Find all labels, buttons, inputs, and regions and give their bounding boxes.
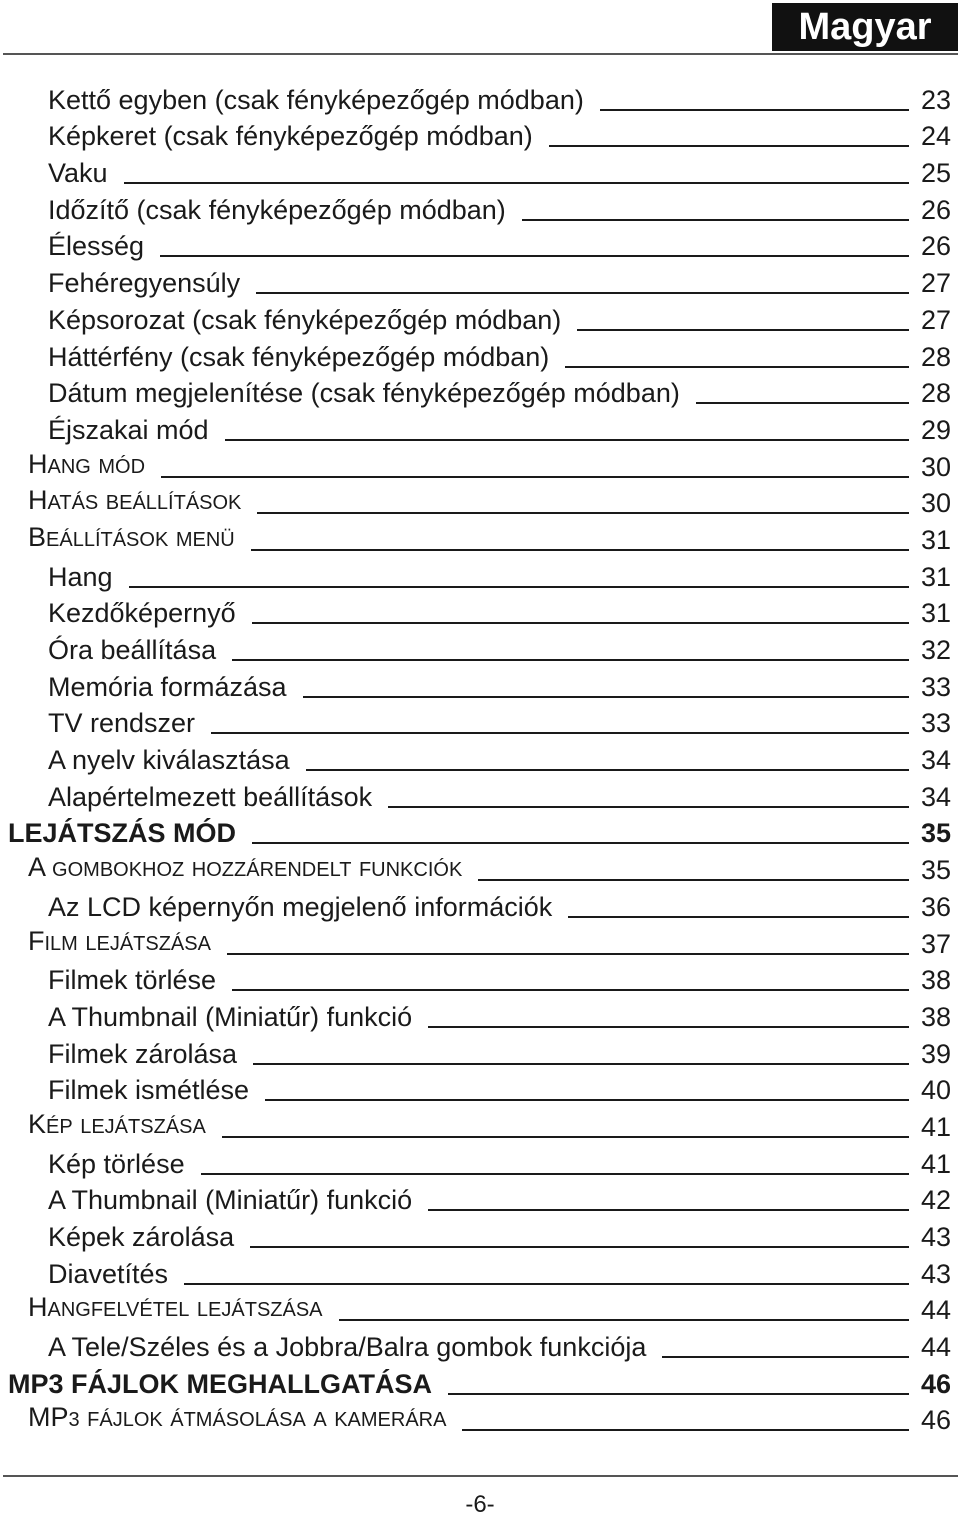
toc-leader-line <box>306 769 909 771</box>
toc-entry-page: 44 <box>920 1295 951 1326</box>
toc-entry-page: 30 <box>920 488 951 519</box>
toc-entry-page: 30 <box>920 451 951 482</box>
toc-entry <box>0 1364 960 1401</box>
toc-leader-line <box>211 732 909 734</box>
toc-entry <box>0 520 960 557</box>
toc-entry-title: KÉP LEJÁTSZÁSA <box>28 1108 206 1139</box>
toc-entry-title: Dátum megjelenítése (csak fényképezőgép módban) <box>48 378 680 409</box>
toc-entry-page: 31 <box>920 524 951 555</box>
toc-entry-page: 23 <box>920 84 951 115</box>
toc-entry <box>0 777 960 814</box>
toc-leader-line <box>462 1429 908 1431</box>
toc-entry <box>0 1291 960 1328</box>
toc-leader-line <box>662 1356 909 1358</box>
table-of-contents <box>0 80 960 1437</box>
toc-leader-line <box>265 1099 909 1101</box>
toc-entry-page: 38 <box>920 1001 951 1032</box>
toc-entry-page: 34 <box>920 781 951 812</box>
toc-entry-page: 32 <box>920 635 951 665</box>
toc-entry <box>0 961 960 998</box>
toc-entry-title: HANG MÓD <box>28 448 146 479</box>
toc-entry-page: 33 <box>920 708 951 739</box>
toc-entry-title: MP3 FÁJLOK ÁTMÁSOLÁSA A KAMERÁRA <box>28 1402 447 1433</box>
toc-entry-page: 37 <box>920 928 951 959</box>
toc-leader-line <box>577 329 909 331</box>
toc-leader-line <box>129 586 909 588</box>
footer-rule <box>3 1475 958 1477</box>
toc-entry-page: 44 <box>920 1332 951 1363</box>
toc-entry-title: Kezdőképernyő <box>48 598 236 629</box>
toc-entry <box>0 557 960 594</box>
toc-leader-line <box>232 659 909 661</box>
toc-leader-line <box>124 182 909 184</box>
toc-entry-title: Az LCD képernyőn megjelenő információk <box>48 891 553 922</box>
toc-entry-page: 33 <box>920 671 951 702</box>
toc-entry-title: Élesség <box>48 231 145 262</box>
toc-leader-line <box>696 402 909 404</box>
toc-entry-title: HATÁS BEÁLLÍTÁSOK <box>28 485 242 516</box>
toc-entry <box>0 374 960 411</box>
toc-leader-line <box>232 989 909 991</box>
toc-leader-line <box>448 1393 909 1395</box>
toc-entry-page: 40 <box>920 1075 951 1106</box>
toc-entry <box>0 924 960 961</box>
toc-entry-title: BEÁLLÍTÁSOK MENÜ <box>28 521 235 552</box>
toc-entry-title: Képek zárolása <box>48 1222 235 1252</box>
toc-leader-line <box>565 366 909 368</box>
toc-leader-line <box>251 549 909 551</box>
toc-entry <box>0 1327 960 1364</box>
toc-leader-line <box>522 219 909 221</box>
toc-entry-title: A Thumbnail (Miniatűr) funkció <box>48 1185 413 1216</box>
page-number: -6- <box>465 1491 495 1518</box>
toc-leader-line <box>549 145 909 147</box>
toc-entry-title: TV rendszer <box>48 708 196 739</box>
toc-entry <box>0 1401 960 1438</box>
toc-entry-page: 28 <box>920 378 951 409</box>
toc-entry-title: Filmek ismétlése <box>48 1075 250 1106</box>
toc-entry-page: 36 <box>920 891 951 922</box>
toc-entry-title: A Tele/Széles és a Jobbra/Balra gombok funkciója <box>48 1332 647 1363</box>
toc-entry <box>0 1034 960 1071</box>
toc-entry-page: 29 <box>920 414 951 445</box>
toc-entry-page: 27 <box>920 304 951 335</box>
toc-entry <box>0 850 960 887</box>
toc-entry-page: 26 <box>920 231 951 262</box>
toc-entry <box>0 117 960 154</box>
toc-entry-title: Filmek törlése <box>48 965 217 996</box>
toc-entry <box>0 80 960 117</box>
toc-entry-page: 27 <box>920 268 951 299</box>
toc-leader-line <box>388 806 909 808</box>
toc-leader-line <box>568 916 909 918</box>
toc-leader-line <box>339 1319 909 1321</box>
toc-leader-line <box>478 879 909 881</box>
toc-leader-line <box>250 1246 909 1248</box>
toc-entry-title: A GOMBOKHOZ HOZZÁRENDELT FUNKCIÓK <box>28 852 463 883</box>
toc-entry-title: Vaku <box>48 158 108 189</box>
toc-entry <box>0 484 960 521</box>
toc-entry <box>0 447 960 484</box>
toc-entry-title: Hang <box>48 561 113 592</box>
toc-leader-line <box>257 512 909 514</box>
toc-entry <box>0 153 960 190</box>
toc-leader-line <box>161 476 909 478</box>
toc-entry-page: 35 <box>920 818 951 849</box>
toc-entry-page: 31 <box>920 598 951 629</box>
toc-leader-line <box>600 109 909 111</box>
toc-entry-title: Képkeret (csak fényképezőgép módban) <box>48 121 533 152</box>
toc-entry-title: Fehéregyensúly <box>48 268 241 299</box>
toc-entry <box>0 1144 960 1181</box>
toc-leader-line <box>225 439 909 441</box>
toc-entry-title: A Thumbnail (Miniatűr) funkció <box>48 1001 413 1032</box>
header-rule <box>3 53 958 55</box>
toc-leader-line <box>201 1173 909 1175</box>
toc-entry-page: 38 <box>920 965 951 996</box>
toc-leader-line <box>222 1136 909 1138</box>
toc-entry-page: 28 <box>920 341 951 372</box>
toc-leader-line <box>428 1209 909 1211</box>
toc-entry <box>0 667 960 704</box>
toc-entry-page: 26 <box>920 194 951 225</box>
toc-entry <box>0 300 960 337</box>
toc-leader-line <box>252 842 909 844</box>
toc-entry <box>0 410 960 447</box>
toc-entry-page: 42 <box>920 1185 951 1216</box>
toc-entry-title: Filmek zárolása <box>48 1038 238 1069</box>
toc-leader-line <box>428 1026 909 1028</box>
toc-entry-title: Kettő egyben (csak fényképezőgép módban) <box>48 84 584 115</box>
toc-entry-title: Éjszakai mód <box>48 414 209 445</box>
toc-entry <box>0 1181 960 1218</box>
toc-entry-page: 24 <box>920 121 951 152</box>
toc-entry-page: 34 <box>920 745 951 776</box>
toc-leader-line <box>252 622 909 624</box>
toc-entry-page: 39 <box>920 1038 951 1069</box>
toc-entry <box>0 337 960 374</box>
toc-entry-title: Diavetítés <box>48 1258 169 1289</box>
toc-entry-title: Időzítő (csak fényképezőgép módban) <box>48 194 506 225</box>
toc-entry-title: MP3 FÁJLOK MEGHALLGATÁSA <box>8 1368 432 1399</box>
toc-entry <box>0 997 960 1034</box>
toc-entry-title: Háttérfény (csak fényképezőgép módban) <box>48 341 550 372</box>
toc-entry-page: 41 <box>920 1148 951 1179</box>
toc-entry <box>0 227 960 264</box>
toc-entry <box>0 814 960 851</box>
toc-entry <box>0 190 960 227</box>
toc-leader-line <box>253 1063 909 1065</box>
toc-entry-page: 31 <box>920 561 951 592</box>
toc-entry-page: 43 <box>920 1222 951 1252</box>
toc-leader-line <box>227 953 909 955</box>
toc-entry-page: 41 <box>920 1111 951 1142</box>
language-badge: Magyar <box>772 3 958 51</box>
toc-entry-page: 46 <box>920 1405 951 1436</box>
toc-entry-title: Képsorozat (csak fényképezőgép módban) <box>48 304 562 335</box>
toc-entry <box>0 1107 960 1144</box>
toc-entry-page: 25 <box>920 158 951 189</box>
toc-entry-page: 35 <box>920 855 951 886</box>
toc-entry-title: Memória formázása <box>48 671 287 702</box>
toc-leader-line <box>160 255 909 257</box>
toc-entry-title: Kép törlése <box>48 1148 185 1179</box>
toc-entry <box>0 740 960 777</box>
toc-entry <box>0 1217 960 1254</box>
toc-entry <box>0 594 960 631</box>
toc-entry-title: LEJÁTSZÁS MÓD <box>8 818 237 849</box>
toc-entry-page: 46 <box>920 1368 951 1399</box>
toc-entry-title: HANGFELVÉTEL LEJÁTSZÁSA <box>28 1292 323 1323</box>
toc-entry <box>0 1071 960 1108</box>
toc-leader-line <box>303 696 909 698</box>
toc-entry-title: FILM LEJÁTSZÁSA <box>28 925 211 956</box>
toc-leader-line <box>184 1283 909 1285</box>
toc-entry-page: 43 <box>920 1258 951 1289</box>
toc-entry-title: A nyelv kiválasztása <box>48 745 290 776</box>
toc-leader-line <box>256 292 909 294</box>
toc-entry <box>0 630 960 667</box>
toc-entry <box>0 704 960 741</box>
toc-entry <box>0 887 960 924</box>
toc-entry <box>0 1254 960 1291</box>
toc-entry <box>0 263 960 300</box>
toc-entry-title: Alapértelmezett beállítások <box>48 781 373 812</box>
toc-entry-title: Óra beállítása <box>48 635 217 665</box>
